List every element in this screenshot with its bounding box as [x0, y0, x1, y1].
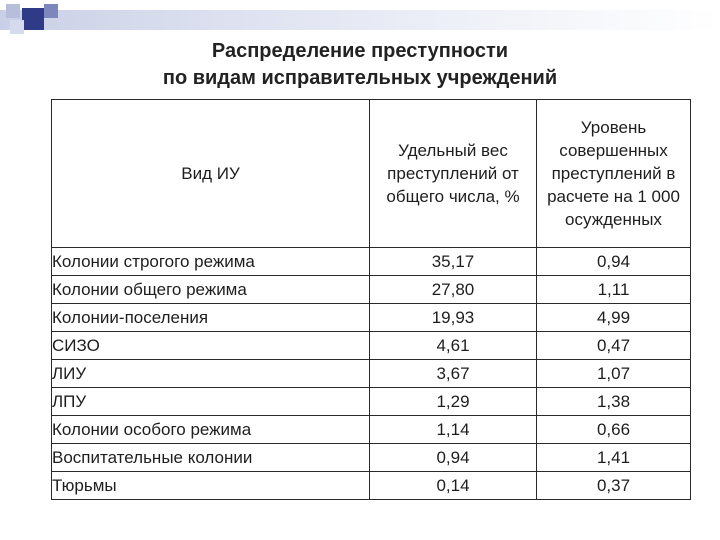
table-row: [52, 248, 691, 276]
cell-crime-share: 4,61: [370, 332, 537, 360]
cell-institution-type: Колонии строгого режима: [52, 248, 370, 276]
corner-square-mid: [44, 4, 58, 18]
cell-crime-level: 1,11: [537, 276, 691, 304]
header-gradient-bar: [0, 10, 720, 30]
table-row: [52, 416, 691, 444]
crime-distribution-table: [51, 99, 691, 500]
cell-institution-type: Колонии общего режима: [52, 276, 370, 304]
table-row: [52, 332, 691, 360]
corner-square-pale: [10, 20, 24, 34]
cell-crime-level: 0,66: [537, 416, 691, 444]
cell-crime-level: 0,37: [537, 472, 691, 500]
cell-crime-share: 3,67: [370, 360, 537, 388]
cell-crime-share: 27,80: [370, 276, 537, 304]
cell-crime-level: 1,38: [537, 388, 691, 416]
table-header-row: [52, 100, 691, 248]
table-row: [52, 472, 691, 500]
table-row: [52, 360, 691, 388]
cell-crime-share: 0,94: [370, 444, 537, 472]
cell-crime-share: 1,29: [370, 388, 537, 416]
table-row: [52, 388, 691, 416]
cell-crime-level: 0,94: [537, 248, 691, 276]
cell-crime-share: 0,14: [370, 472, 537, 500]
corner-square-dark: [22, 8, 44, 30]
header-crime-level: Уровень совершенных преступлений в расчете на 1 000 осужденных: [537, 100, 691, 248]
cell-institution-type: Тюрьмы: [52, 472, 370, 500]
cell-institution-type: Воспитательные колонии: [52, 444, 370, 472]
cell-institution-type: СИЗО: [52, 332, 370, 360]
cell-crime-share: 35,17: [370, 248, 537, 276]
cell-crime-share: 19,93: [370, 304, 537, 332]
table-row: [52, 304, 691, 332]
slide-title-line-2: по видам исправительных учреждений: [162, 67, 558, 89]
corner-square-light: [6, 4, 20, 18]
slide-title: [0, 38, 720, 92]
cell-crime-level: 1,41: [537, 444, 691, 472]
table-row: [52, 276, 691, 304]
cell-crime-level: 1,07: [537, 360, 691, 388]
cell-crime-share: 1,14: [370, 416, 537, 444]
header-institution-type: Вид ИУ: [52, 100, 370, 248]
cell-crime-level: 4,99: [537, 304, 691, 332]
cell-institution-type: Колонии-поселения: [52, 304, 370, 332]
table-row: [52, 444, 691, 472]
cell-institution-type: Колонии особого режима: [52, 416, 370, 444]
slide-title-line-1: Распределение преступности: [211, 40, 509, 62]
cell-institution-type: ЛПУ: [52, 388, 370, 416]
header-crime-share: Удельный вес преступлений от общего числа, %: [370, 100, 537, 248]
cell-institution-type: ЛИУ: [52, 360, 370, 388]
cell-crime-level: 0,47: [537, 332, 691, 360]
